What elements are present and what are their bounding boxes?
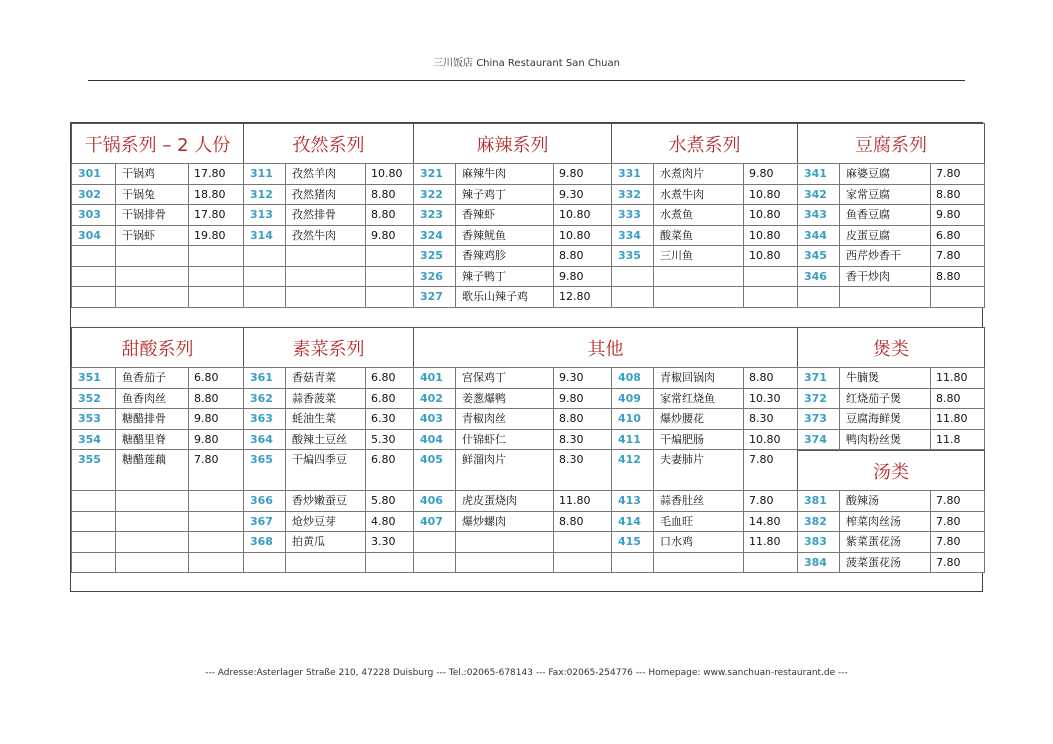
empty-cell (285, 552, 366, 574)
empty-cell (611, 286, 654, 308)
empty-cell (743, 286, 798, 308)
dish-price: 8.80 (365, 184, 414, 206)
dish-num: 410 (611, 408, 654, 430)
empty-cell (243, 552, 286, 574)
dish-num: 374 (797, 429, 840, 451)
dish-num: 366 (243, 490, 286, 512)
dish-price: 7.80 (743, 449, 798, 491)
dish-num: 346 (797, 266, 840, 288)
dish-num: 364 (243, 429, 286, 451)
dish-name: 豆腐海鲜煲 (839, 408, 931, 430)
dish-name: 孜然牛肉 (285, 225, 366, 247)
empty-cell (71, 245, 116, 267)
dish-price: 9.80 (365, 225, 414, 247)
dish-price: 8.80 (930, 266, 985, 288)
dish-price: 12.80 (553, 286, 612, 308)
dish-price: 9.80 (743, 163, 798, 185)
empty-cell (188, 531, 244, 553)
dish-name: 辣子鸡丁 (455, 184, 554, 206)
dish-price: 4.80 (365, 511, 414, 533)
empty-cell (71, 266, 116, 288)
dish-price: 6.80 (365, 388, 414, 410)
dish-num: 327 (413, 286, 456, 308)
dish-name: 水煮鱼 (653, 204, 744, 226)
dish-num: 362 (243, 388, 286, 410)
dish-price: 10.80 (743, 225, 798, 247)
dish-num: 312 (243, 184, 286, 206)
empty-cell (115, 286, 189, 308)
empty-cell (365, 245, 414, 267)
dish-num: 406 (413, 490, 456, 512)
dish-num: 352 (71, 388, 116, 410)
dish-price: 7.80 (930, 490, 985, 512)
empty-cell (243, 245, 286, 267)
section-title: 豆腐系列 (797, 123, 985, 164)
dish-name: 炝炒豆芽 (285, 511, 366, 533)
dish-name: 鱼香茄子 (115, 367, 189, 389)
dish-num: 401 (413, 367, 456, 389)
empty-cell (71, 286, 116, 308)
empty-cell (71, 490, 116, 512)
dish-name: 香辣虾 (455, 204, 554, 226)
dish-num: 405 (413, 449, 456, 491)
dish-price: 9.80 (188, 429, 244, 451)
empty-cell (188, 245, 244, 267)
dish-num: 341 (797, 163, 840, 185)
dish-name: 酸辣土豆丝 (285, 429, 366, 451)
dish-num: 345 (797, 245, 840, 267)
dish-name: 爆炒腰花 (653, 408, 744, 430)
dish-price: 10.80 (743, 184, 798, 206)
dish-price: 7.80 (743, 490, 798, 512)
empty-cell (797, 286, 840, 308)
dish-num: 342 (797, 184, 840, 206)
dish-price: 5.80 (365, 490, 414, 512)
dish-price: 11.80 (930, 367, 985, 389)
dish-name: 糖醋里脊 (115, 429, 189, 451)
dish-price: 7.80 (930, 552, 985, 574)
empty-cell (413, 552, 456, 574)
dish-num: 384 (797, 552, 840, 574)
dish-num: 323 (413, 204, 456, 226)
dish-num: 313 (243, 204, 286, 226)
dish-price: 7.80 (188, 449, 244, 491)
dish-price: 9.80 (188, 408, 244, 430)
dish-num: 325 (413, 245, 456, 267)
dish-num: 407 (413, 511, 456, 533)
dish-name: 菠菜蛋花汤 (839, 552, 931, 574)
dish-price: 6.80 (365, 367, 414, 389)
dish-name: 酸辣汤 (839, 490, 931, 512)
dish-name: 酸菜鱼 (653, 225, 744, 247)
empty-cell (285, 266, 366, 288)
dish-name: 孜然猪肉 (285, 184, 366, 206)
page-footer: --- Adresse:Asterlager Straße 210, 47228 Duisburg --- Tel.:02065-678143 --- Fax:02065-254776 --- Homepage: www.sanchuan-restaurant.de --- (205, 668, 848, 678)
dish-name: 干锅排骨 (115, 204, 189, 226)
dish-num: 383 (797, 531, 840, 553)
dish-price: 18.80 (188, 184, 244, 206)
dish-name: 糖醋莲藕 (115, 449, 189, 491)
dish-name: 干煸四季豆 (285, 449, 366, 491)
dish-price: 6.80 (930, 225, 985, 247)
dish-name: 皮蛋豆腐 (839, 225, 931, 247)
dish-num: 301 (71, 163, 116, 185)
dish-name: 家常豆腐 (839, 184, 931, 206)
empty-cell (553, 531, 612, 553)
dish-price: 7.80 (930, 531, 985, 553)
empty-cell (553, 552, 612, 574)
dish-price: 3.30 (365, 531, 414, 553)
dish-name: 爆炒螺肉 (455, 511, 554, 533)
empty-cell (743, 266, 798, 288)
empty-cell (188, 511, 244, 533)
dish-price: 8.30 (553, 449, 612, 491)
dish-price: 8.80 (930, 388, 985, 410)
dish-name: 鸭肉粉丝煲 (839, 429, 931, 451)
empty-cell (455, 531, 554, 553)
dish-num: 304 (71, 225, 116, 247)
dish-num: 314 (243, 225, 286, 247)
dish-price: 10.80 (743, 204, 798, 226)
dish-num: 302 (71, 184, 116, 206)
dish-price: 8.80 (743, 367, 798, 389)
dish-price: 8.80 (553, 245, 612, 267)
dish-name: 鱼香肉丝 (115, 388, 189, 410)
dish-num: 333 (611, 204, 654, 226)
section-title: 水煮系列 (611, 123, 798, 164)
dish-name: 孜然羊肉 (285, 163, 366, 185)
empty-cell (285, 286, 366, 308)
empty-cell (71, 552, 116, 574)
dish-num: 412 (611, 449, 654, 491)
dish-num: 331 (611, 163, 654, 185)
dish-name: 干煸肥肠 (653, 429, 744, 451)
section-title: 煲类 (797, 327, 985, 368)
empty-cell (653, 266, 744, 288)
dish-price: 9.30 (553, 367, 612, 389)
empty-cell (743, 552, 798, 574)
dish-name: 麻婆豆腐 (839, 163, 931, 185)
dish-price: 9.80 (553, 388, 612, 410)
dish-num: 415 (611, 531, 654, 553)
dish-num: 382 (797, 511, 840, 533)
dish-price: 11.8 (930, 429, 985, 451)
dish-num: 373 (797, 408, 840, 430)
dish-num: 326 (413, 266, 456, 288)
dish-name: 香辣鸡胗 (455, 245, 554, 267)
dish-num: 361 (243, 367, 286, 389)
dish-num: 343 (797, 204, 840, 226)
dish-price: 9.80 (553, 266, 612, 288)
empty-cell (188, 552, 244, 574)
empty-cell (71, 531, 116, 553)
empty-cell (285, 245, 366, 267)
empty-cell (115, 552, 189, 574)
page-header: 三川饭店 China Restaurant San Chuan (433, 58, 620, 69)
dish-name: 榨菜肉丝汤 (839, 511, 931, 533)
dish-name: 干锅兔 (115, 184, 189, 206)
dish-num: 344 (797, 225, 840, 247)
dish-num: 371 (797, 367, 840, 389)
empty-cell (115, 531, 189, 553)
dish-name: 什锦虾仁 (455, 429, 554, 451)
section-title: 干锅系列 – 2 人份 (71, 123, 244, 164)
dish-name: 家常红烧鱼 (653, 388, 744, 410)
dish-price: 8.80 (930, 184, 985, 206)
dish-price: 6.80 (365, 449, 414, 491)
dish-name: 虎皮蛋烧肉 (455, 490, 554, 512)
dish-name: 水煮牛肉 (653, 184, 744, 206)
empty-cell (455, 552, 554, 574)
empty-cell (611, 266, 654, 288)
dish-name: 香辣鱿鱼 (455, 225, 554, 247)
empty-cell (365, 552, 414, 574)
dish-price: 9.80 (553, 163, 612, 185)
empty-cell (653, 286, 744, 308)
dish-name: 香干炒肉 (839, 266, 931, 288)
dish-num: 351 (71, 367, 116, 389)
dish-num: 381 (797, 490, 840, 512)
dish-num: 372 (797, 388, 840, 410)
dish-price: 10.30 (743, 388, 798, 410)
dish-name: 蚝油生菜 (285, 408, 366, 430)
dish-name: 拍黄瓜 (285, 531, 366, 553)
dish-name: 麻辣牛肉 (455, 163, 554, 185)
dish-num: 322 (413, 184, 456, 206)
dish-price: 8.30 (553, 429, 612, 451)
dish-num: 335 (611, 245, 654, 267)
dish-price: 17.80 (188, 163, 244, 185)
empty-cell (243, 266, 286, 288)
empty-cell (243, 286, 286, 308)
dish-name: 姜葱爆鸭 (455, 388, 554, 410)
dish-price: 8.80 (188, 388, 244, 410)
dish-name: 口水鸡 (653, 531, 744, 553)
section-title: 麻辣系列 (413, 123, 612, 164)
dish-num: 413 (611, 490, 654, 512)
dish-num: 368 (243, 531, 286, 553)
dish-name: 毛血旺 (653, 511, 744, 533)
dish-name: 牛腩煲 (839, 367, 931, 389)
dish-name: 紫菜蛋花汤 (839, 531, 931, 553)
dish-name: 鲜溜肉片 (455, 449, 554, 491)
dish-name: 干锅虾 (115, 225, 189, 247)
dish-name: 干锅鸡 (115, 163, 189, 185)
dish-name: 青椒回锅肉 (653, 367, 744, 389)
dish-num: 414 (611, 511, 654, 533)
dish-price: 7.80 (930, 511, 985, 533)
dish-price: 6.80 (188, 367, 244, 389)
dish-num: 367 (243, 511, 286, 533)
dish-price: 9.30 (553, 184, 612, 206)
section-title: 甜酸系列 (71, 327, 244, 368)
dish-price: 10.80 (553, 225, 612, 247)
dish-price: 8.80 (553, 511, 612, 533)
dish-name: 辣子鸭丁 (455, 266, 554, 288)
section-title: 孜然系列 (243, 123, 414, 164)
dish-price: 5.30 (365, 429, 414, 451)
dish-num: 404 (413, 429, 456, 451)
dish-name: 蒜香菠菜 (285, 388, 366, 410)
dish-price: 10.80 (743, 245, 798, 267)
dish-price: 8.80 (365, 204, 414, 226)
menu-table (70, 122, 983, 592)
dish-num: 408 (611, 367, 654, 389)
dish-name: 三川鱼 (653, 245, 744, 267)
dish-name: 宫保鸡丁 (455, 367, 554, 389)
dish-num: 353 (71, 408, 116, 430)
dish-price: 17.80 (188, 204, 244, 226)
dish-name: 西芹炒香干 (839, 245, 931, 267)
dish-num: 321 (413, 163, 456, 185)
empty-cell (930, 286, 985, 308)
dish-price: 11.80 (930, 408, 985, 430)
dish-num: 365 (243, 449, 286, 491)
dish-price: 10.80 (743, 429, 798, 451)
empty-cell (115, 245, 189, 267)
dish-name: 水煮肉片 (653, 163, 744, 185)
dish-num: 303 (71, 204, 116, 226)
dish-price: 7.80 (930, 163, 985, 185)
empty-cell (115, 511, 189, 533)
dish-price: 11.80 (553, 490, 612, 512)
dish-name: 糖醋排骨 (115, 408, 189, 430)
dish-price: 8.30 (743, 408, 798, 430)
empty-cell (188, 490, 244, 512)
dish-name: 红烧茄子煲 (839, 388, 931, 410)
dish-price: 19.80 (188, 225, 244, 247)
empty-cell (413, 531, 456, 553)
empty-cell (188, 266, 244, 288)
dish-price: 7.80 (930, 245, 985, 267)
dish-name: 香菇青菜 (285, 367, 366, 389)
section-title: 其他 (413, 327, 798, 368)
dish-num: 355 (71, 449, 116, 491)
dish-num: 409 (611, 388, 654, 410)
dish-price: 9.80 (930, 204, 985, 226)
empty-cell (365, 286, 414, 308)
dish-num: 311 (243, 163, 286, 185)
dish-num: 332 (611, 184, 654, 206)
empty-cell (71, 511, 116, 533)
dish-num: 363 (243, 408, 286, 430)
dish-name: 香炒嫩蚕豆 (285, 490, 366, 512)
dish-num: 354 (71, 429, 116, 451)
dish-price: 10.80 (365, 163, 414, 185)
dish-price: 8.80 (553, 408, 612, 430)
empty-cell (365, 266, 414, 288)
empty-cell (611, 552, 654, 574)
section-title: 汤类 (797, 450, 985, 491)
dish-num: 402 (413, 388, 456, 410)
empty-cell (115, 266, 189, 288)
empty-cell (115, 490, 189, 512)
dish-num: 324 (413, 225, 456, 247)
dish-name: 歌乐山辣子鸡 (455, 286, 554, 308)
dish-name: 蒜香肚丝 (653, 490, 744, 512)
dish-price: 14.80 (743, 511, 798, 533)
dish-price: 10.80 (553, 204, 612, 226)
empty-cell (188, 286, 244, 308)
empty-cell (839, 286, 931, 308)
dish-name: 青椒肉丝 (455, 408, 554, 430)
empty-cell (653, 552, 744, 574)
dish-num: 411 (611, 429, 654, 451)
header-divider (88, 80, 965, 81)
dish-num: 334 (611, 225, 654, 247)
dish-price: 6.30 (365, 408, 414, 430)
dish-price: 11.80 (743, 531, 798, 553)
dish-name: 鱼香豆腐 (839, 204, 931, 226)
dish-name: 夫妻肺片 (653, 449, 744, 491)
dish-name: 孜然排骨 (285, 204, 366, 226)
dish-num: 403 (413, 408, 456, 430)
section-title: 素菜系列 (243, 327, 414, 368)
